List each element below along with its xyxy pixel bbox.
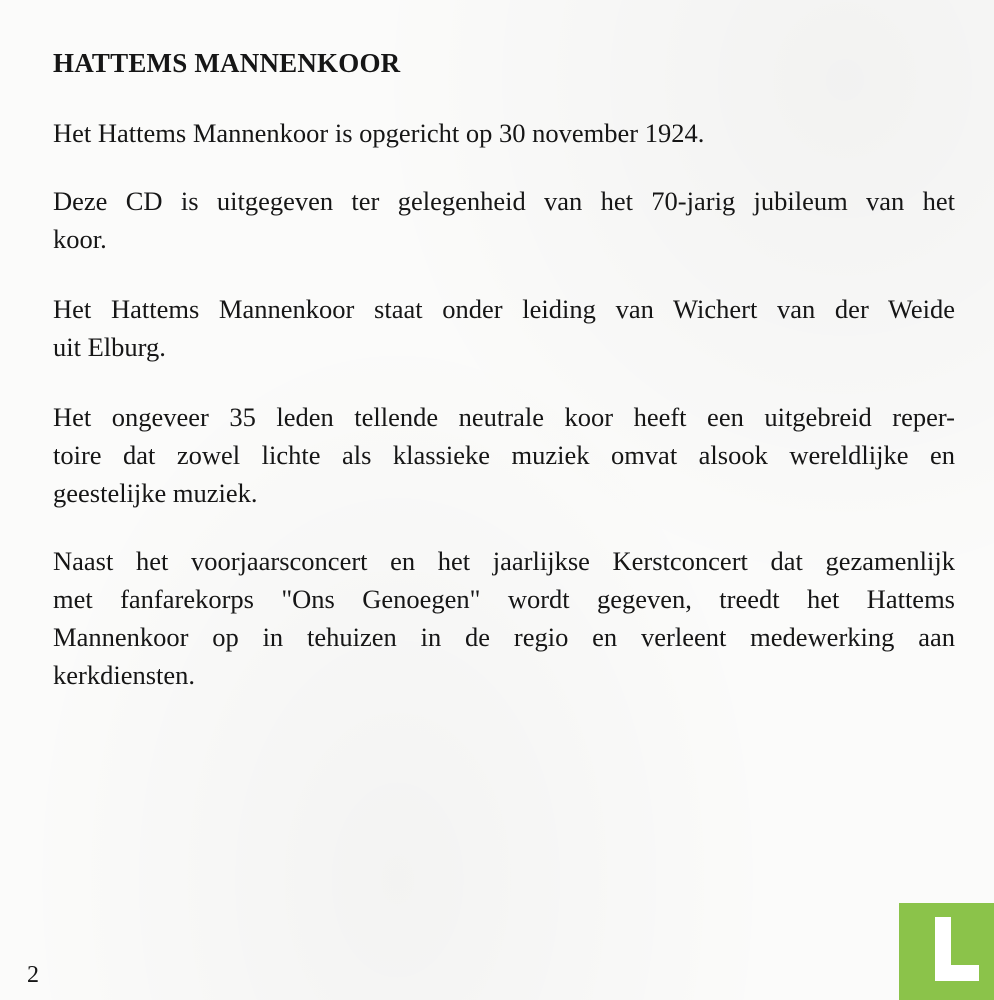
paragraph-line: koor.	[53, 224, 107, 254]
paragraph-line: kerkdiensten.	[53, 660, 196, 690]
logo	[899, 903, 994, 1000]
paragraph-line: Naast het voorjaarsconcert en het jaarlijkse Kerstconcert dat gezamenlijk	[53, 546, 955, 576]
paragraph-line: uit Elburg.	[53, 332, 166, 362]
paragraph-conductor	[53, 290, 955, 366]
page-title: HATTEMS MANNENKOOR	[53, 48, 401, 78]
paragraph-founding	[53, 114, 955, 152]
paragraph-line: Het Hattems Mannenkoor staat onder leiding van Wichert van der Weide	[53, 294, 955, 324]
paragraph-line: Het Hattems Mannenkoor is opgericht op 30 november 1924.	[53, 118, 705, 148]
paragraph-concerts	[53, 542, 955, 694]
paragraph-line: Het ongeveer 35 leden tellende neutrale koor heeft een uitgebreid reper-	[53, 402, 955, 432]
paragraph-jubilee	[53, 182, 955, 258]
paragraph-line: toire dat zowel lichte als klassieke muziek omvat alsook wereldlijke en	[53, 440, 955, 470]
paragraph-line: met fanfarekorps "Ons Genoegen" wordt gegeven, treedt het Hattems	[53, 584, 955, 614]
l-logo-icon	[935, 917, 951, 973]
paragraph-line: Deze CD is uitgegeven ter gelegenheid van het 70-jarig jubileum van het	[53, 186, 955, 216]
paragraph-line: Mannenkoor op in tehuizen in de regio en verleent medewerking aan	[53, 622, 955, 652]
paragraph-line: geestelijke muziek.	[53, 478, 258, 508]
paragraph-repertoire	[53, 398, 955, 512]
page-number: 2	[27, 962, 39, 988]
